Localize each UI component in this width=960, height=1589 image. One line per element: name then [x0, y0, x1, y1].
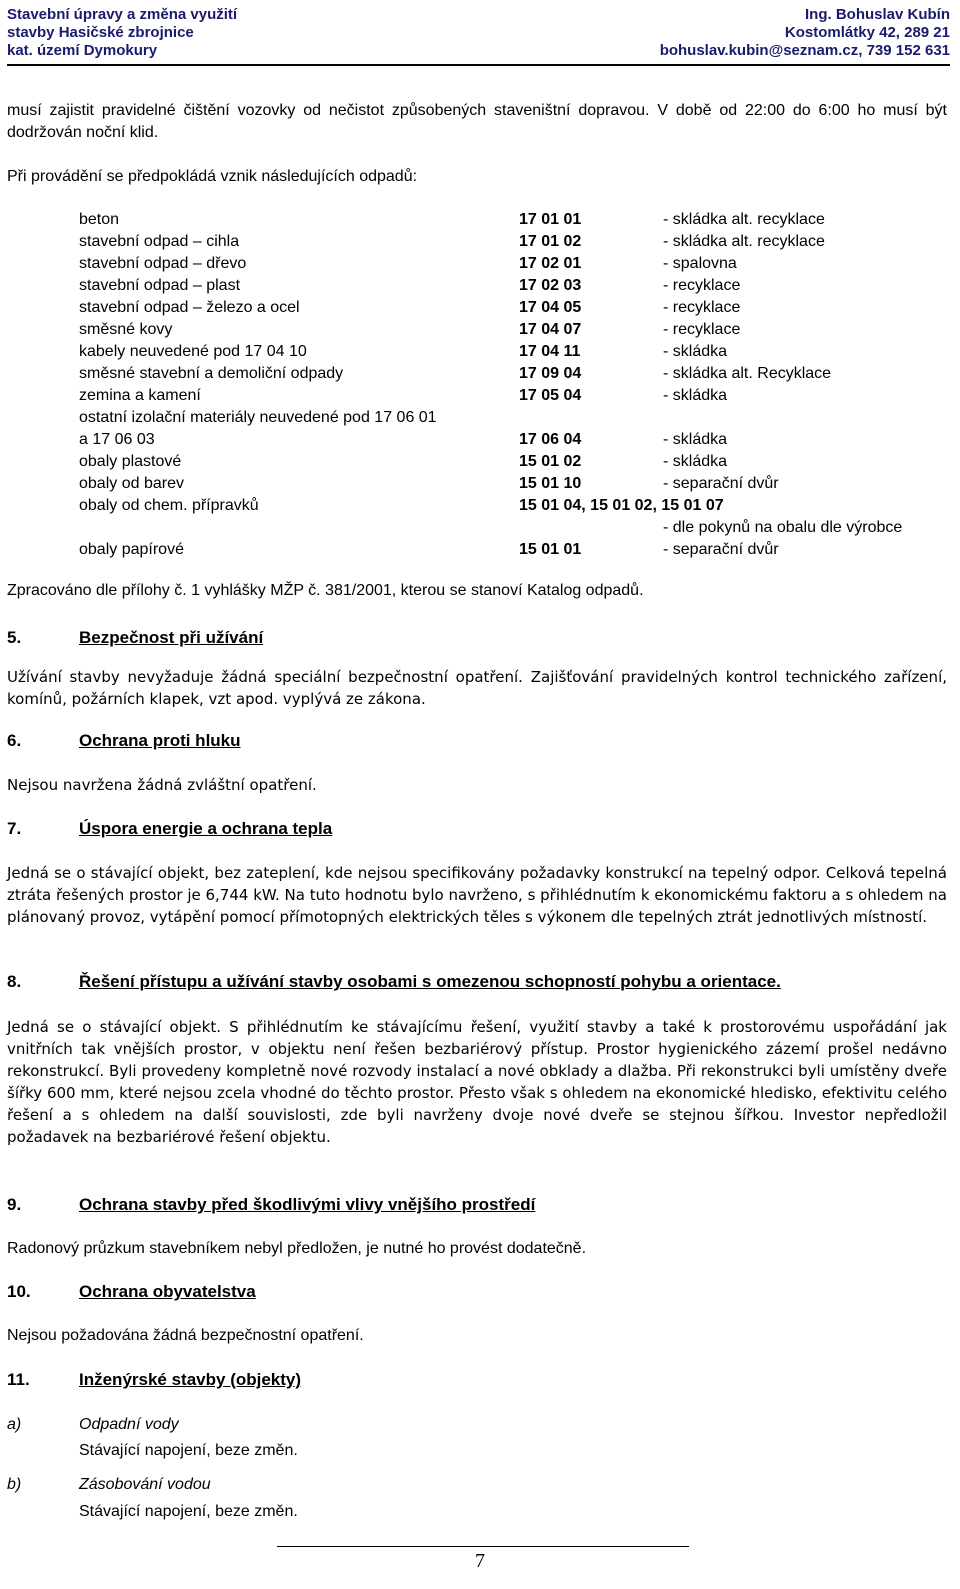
waste-destination: - recyklace: [663, 321, 741, 338]
section-title: Inženýrské stavby (objekty): [79, 1370, 302, 1389]
waste-code: 15 01 01: [519, 541, 582, 558]
section-title: Ochrana proti hluku: [79, 731, 241, 750]
waste-code: 17 02 01: [519, 255, 582, 272]
header-author-info: [660, 6, 950, 60]
waste-code: 17 04 05: [519, 299, 582, 316]
waste-destination: - skládka alt. recyklace: [663, 211, 825, 228]
waste-row: [79, 319, 959, 341]
waste-destination: - skládka: [663, 431, 728, 448]
section-title: Bezpečnost při užívání: [79, 628, 264, 647]
waste-name: kabely neuvedené pod 17 04 10: [79, 343, 307, 360]
waste-intro: Při provádění se předpokládá vznik následujících odpadů:: [7, 168, 418, 185]
section-title: Úspora energie a ochrana tepla: [79, 819, 333, 838]
waste-row: [79, 429, 959, 451]
waste-code: 17 01 02: [519, 233, 582, 250]
waste-name: stavební odpad – dřevo: [79, 255, 247, 272]
waste-row: [79, 539, 959, 561]
subsection-letter: b): [7, 1476, 22, 1493]
waste-destination: - dle pokynů na obalu dle výrobce: [663, 519, 903, 536]
waste-row: [79, 341, 959, 363]
footer-divider: [277, 1546, 689, 1547]
subsection-b-body: Stávající napojení, beze změn.: [79, 1503, 298, 1520]
waste-row: [79, 209, 959, 231]
section-number: 6.: [7, 731, 22, 750]
waste-destination: - recyklace: [663, 299, 741, 316]
waste-code: 17 04 07: [519, 321, 582, 338]
waste-name: stavební odpad – plast: [79, 277, 241, 294]
section-10-body: Nejsou požadována žádná bezpečnostní opatření.: [7, 1327, 364, 1344]
header-author-line: bohuslav.kubin@seznam.cz, 739 152 631: [659, 42, 950, 59]
waste-code: 17 09 04: [519, 365, 582, 382]
waste-row: [79, 275, 959, 297]
waste-code: 15 01 10: [519, 475, 582, 492]
waste-name: obaly plastové: [79, 453, 182, 470]
waste-name: obaly od barev: [79, 475, 184, 492]
waste-row: [79, 495, 959, 517]
waste-name: směsné kovy: [79, 321, 173, 338]
waste-name: beton: [79, 211, 120, 228]
waste-code: 15 01 04, 15 01 02, 15 01 07: [519, 497, 724, 514]
waste-row: [79, 473, 959, 495]
waste-name: směsné stavební a demoliční odpady: [79, 365, 344, 382]
section-number: 10.: [7, 1282, 31, 1301]
subsection-title: Zásobování vodou: [79, 1476, 211, 1493]
intro-paragraph: musí zajistit pravidelné čištění vozovky od nečistot způsobených staveništní dopravou. V době od 22:00 do 6:00 ho musí být dodržován noční klid.: [7, 102, 947, 141]
subsection-letter: a): [7, 1416, 22, 1433]
waste-name: ostatní izolační materiály neuvedené pod 17 06 01: [79, 409, 437, 426]
waste-name: zemina a kamení: [79, 387, 201, 404]
waste-code: 15 01 02: [519, 453, 582, 470]
section-number: 8.: [7, 972, 22, 991]
waste-code: 17 01 01: [519, 211, 582, 228]
header-author-line: Ing. Bohuslav Kubín: [805, 6, 950, 23]
waste-row: [79, 385, 959, 407]
waste-row: [79, 253, 959, 275]
header-project-line: kat. území Dymokury: [7, 42, 158, 59]
subsection-title: Odpadní vody: [79, 1416, 179, 1433]
waste-destination: - skládka: [663, 343, 728, 360]
waste-catalog-note: Zpracováno dle přílohy č. 1 vyhlášky MŽP č. 381/2001, kterou se stanoví Katalog odpadů.: [7, 582, 644, 599]
waste-table: [79, 209, 959, 561]
waste-destination: - separační dvůr: [663, 541, 779, 558]
waste-row: [79, 297, 959, 319]
waste-row: [79, 407, 959, 429]
waste-row: [79, 231, 959, 253]
waste-code: 17 06 04: [519, 431, 582, 448]
section-title: Ochrana stavby před škodlivými vlivy vnějšího prostředí: [79, 1195, 536, 1214]
waste-name: a 17 06 03: [79, 431, 155, 448]
header-project-line: stavby Hasičské zbrojnice: [7, 24, 194, 41]
waste-name: stavební odpad – cihla: [79, 233, 240, 250]
waste-destination: - skládka: [663, 387, 728, 404]
section-9-body: Radonový průzkum stavebníkem nebyl předložen, je nutné ho provést dodatečně.: [7, 1240, 587, 1257]
waste-row: [79, 363, 959, 385]
section-7-body: Jedná se o stávající objekt, bez zateplení, kde nejsou specifikovány požadavky konstrukcí na tepelný odpor. Celková tepelná ztráta řešených prostor je 6,744 kW. Na tuto hodnotu bylo navrženo, s přihlédnutím k ekonomickému faktoru a s ohledem na plánovaný provoz, vytápění pomocí přímotopných elektrických těles s výkonem dle tepelných ztrát jednotlivých místností.: [7, 864, 947, 926]
page-number: 7: [475, 1550, 485, 1572]
section-6-body: Nejsou navržena žádná zvláštní opatření.: [7, 776, 317, 794]
header-author-line: Kostomlátky 42, 289 21: [784, 24, 950, 41]
header-project-info: [7, 6, 237, 60]
waste-code: 17 02 03: [519, 277, 582, 294]
waste-row: [79, 451, 959, 473]
waste-destination: - spalovna: [663, 255, 737, 272]
section-8-body: Jedná se o stávající objekt. S přihlédnutím ke stávajícímu řešení, využití stavby a také k prostorovému uspořádání jak vnitřních tak vnějších prostor, v objektu není řešen bezbariérový přístup. Prostor hygienického zázemí prošel nedávno rekonstrukcí. Byli provedeny kompletně nové rozvody instalací a nové obklady a dlažba. Při rekonstrukci byli umístěny dveře šířky 600 mm, které nejsou zcela vhodné do těchto prostor. Přesto však s ohledem na ekonomické hledisko, efektivitu celého řešení a s ohledem na další souvislosti, zde byli navrženy dvoje nové dveře se stejnou šířkou. Investor nepředložil požadavek na bezbariérové řešení objektu.: [7, 1018, 947, 1146]
waste-destination: - recyklace: [663, 277, 741, 294]
section-number: 9.: [7, 1195, 22, 1214]
waste-destination: - separační dvůr: [663, 475, 779, 492]
waste-name: stavební odpad – železo a ocel: [79, 299, 300, 316]
section-title: Ochrana obyvatelstva: [79, 1282, 256, 1301]
section-number: 5.: [7, 628, 22, 647]
section-number: 7.: [7, 819, 22, 838]
waste-name: obaly od chem. přípravků: [79, 497, 259, 514]
subsection-a-body: Stávající napojení, beze změn.: [79, 1442, 298, 1459]
page-header: [7, 2, 950, 66]
waste-destination: - skládka alt. recyklace: [663, 233, 825, 250]
section-5-body: Užívání stavby nevyžaduje žádná speciální bezpečnostní opatření. Zajišťování pravidelných kontrol technického zařízení, komínů, požárních klapek, vzt apod. vyplývá ze zákona.: [7, 668, 947, 708]
waste-name: obaly papírové: [79, 541, 184, 558]
waste-code: 17 04 11: [519, 343, 581, 360]
section-title: Řešení přístupu a užívání stavby osobami s omezenou schopností pohybu a orientace.: [79, 972, 781, 991]
waste-destination: - skládka: [663, 453, 728, 470]
waste-row: [79, 517, 959, 539]
waste-destination: - skládka alt. Recyklace: [663, 365, 832, 382]
section-number: 11.: [7, 1370, 30, 1389]
header-project-line: Stavební úpravy a změna využití: [7, 6, 238, 23]
waste-code: 17 05 04: [519, 387, 582, 404]
